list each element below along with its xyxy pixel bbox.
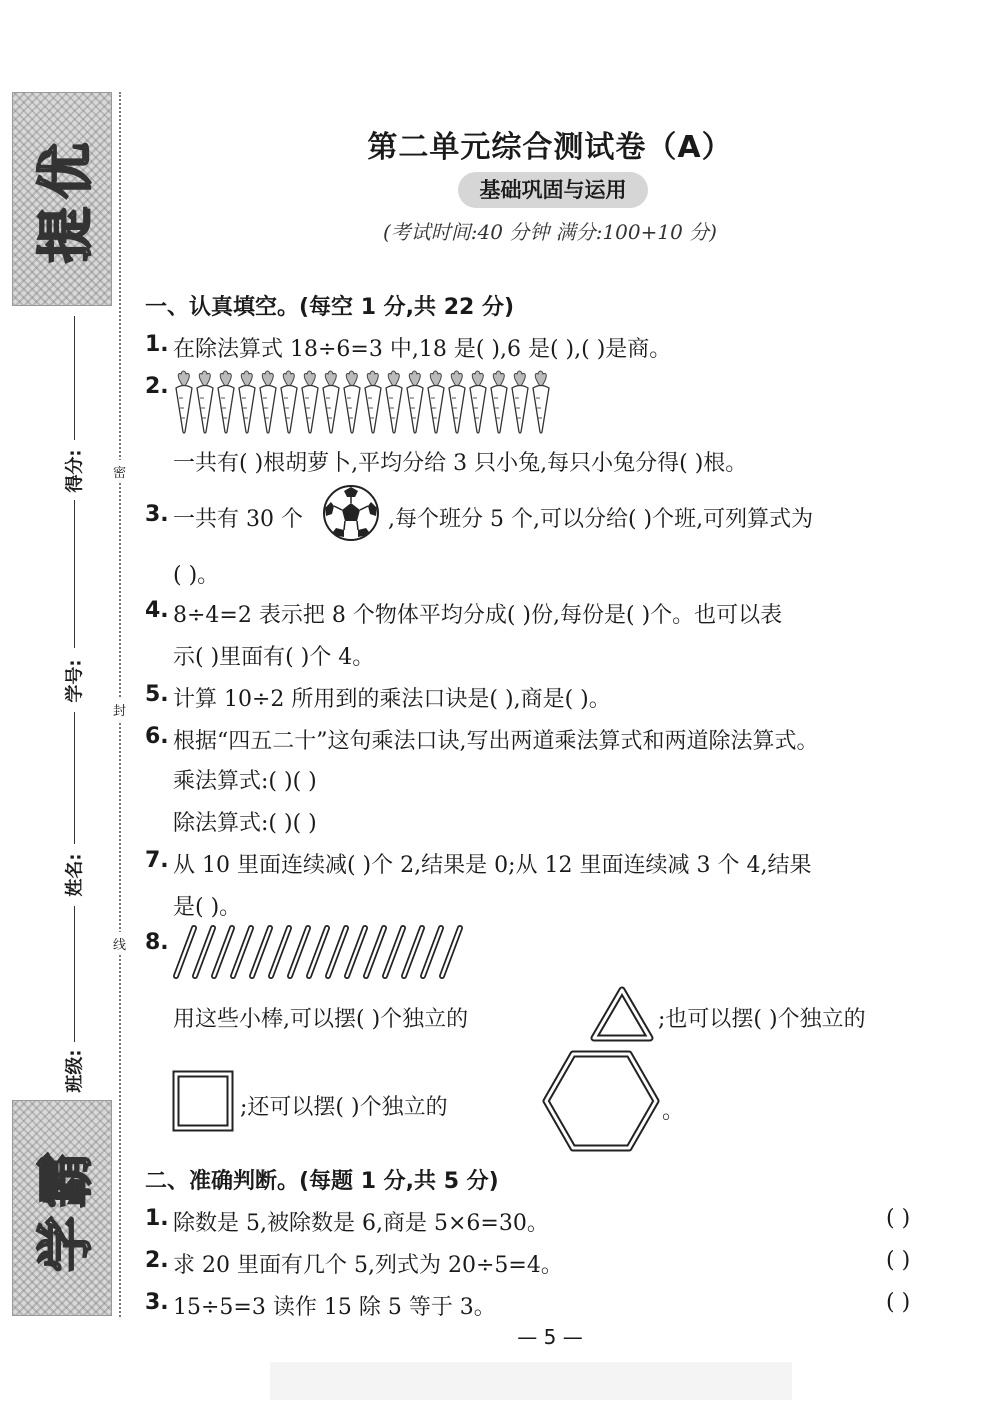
stick-icon xyxy=(385,928,403,976)
side-title-box-bottom xyxy=(12,1100,112,1316)
q8-number: 8. xyxy=(145,930,169,955)
side-word-bottom: 学霸 xyxy=(34,1144,99,1272)
judge-q3-text: 15÷5=3 读作 15 除 5 等于 3。 xyxy=(173,1295,496,1320)
carrots-illustration xyxy=(170,370,550,436)
carrot-icon xyxy=(512,371,528,433)
carrot-icon xyxy=(239,371,255,433)
exam-info: (考试时间:40 分钟 满分:100+10 分) xyxy=(383,220,717,244)
stick-icon xyxy=(347,928,365,976)
carrot-icon xyxy=(365,371,381,433)
stick-icon xyxy=(214,928,232,976)
judge-q2-number: 2. xyxy=(145,1248,169,1273)
number-line xyxy=(74,500,75,648)
triangle-icon xyxy=(590,986,654,1042)
q2-text: 一共有( )根胡萝卜,平均分给 3 只小兔,每只小兔分得( )根。 xyxy=(173,451,748,476)
q5-text: 计算 10÷2 所用到的乘法口诀是( ),商是( )。 xyxy=(173,687,611,712)
score-label: 得分: xyxy=(64,449,86,493)
carrot-icon xyxy=(218,371,234,433)
q3-text-c: ( )。 xyxy=(173,563,220,588)
score-line xyxy=(74,316,75,440)
page-title: 第二单元综合测试卷（A） xyxy=(367,130,733,165)
carrot-icon xyxy=(344,371,360,433)
q7-text-a: 从 10 里面连续减( )个 2,结果是 0;从 12 里面连续减 3 个 4,结果 xyxy=(173,853,812,878)
bottom-bar xyxy=(270,1362,792,1400)
carrot-icon xyxy=(197,371,213,433)
judge-q1-text: 除数是 5,被除数是 6,商是 5×6=30。 xyxy=(173,1211,549,1236)
stick-icon xyxy=(271,928,289,976)
q6-multiplication-line: 乘法算式:( )( ) xyxy=(173,769,317,794)
q3-text-b: ,每个班分 5 个,可以分给( )个班,可列算式为 xyxy=(388,507,814,532)
hexagon-icon xyxy=(542,1050,660,1152)
stick-icon xyxy=(176,928,194,976)
name-label: 姓名: xyxy=(64,853,86,897)
q6-number: 6. xyxy=(145,724,169,749)
soccer-ball-icon xyxy=(322,484,380,542)
carrot-icon xyxy=(323,371,339,433)
judge-q2-text: 求 20 里面有几个 5,列式为 20÷5=4。 xyxy=(173,1253,563,1278)
q3-text-a: 一共有 30 个 xyxy=(173,507,303,532)
q6-division-line: 除法算式:( )( ) xyxy=(173,811,317,836)
judge-q2-answer-paren: ( ) xyxy=(886,1248,911,1273)
seal-char-mi: 密 xyxy=(113,460,126,483)
section2-heading: 二、准确判断。(每题 1 分,共 5 分) xyxy=(145,1169,499,1194)
stick-icon xyxy=(195,928,213,976)
stick-icon xyxy=(328,928,346,976)
carrot-icon xyxy=(470,371,486,433)
stick-icon xyxy=(366,928,384,976)
sticks-illustration xyxy=(170,924,470,982)
carrot-icon xyxy=(260,371,276,433)
class-label: 班级: xyxy=(64,1049,86,1093)
judge-q3-number: 3. xyxy=(145,1290,169,1315)
q6-text: 根据“四五二十”这句乘法口诀,写出两道乘法算式和两道除法算式。 xyxy=(173,729,819,754)
student-number-label: 学号: xyxy=(64,659,86,703)
judge-q1-number: 1. xyxy=(145,1206,169,1231)
q4-text-b: 示( )里面有( )个 4。 xyxy=(173,645,375,670)
stick-icon xyxy=(442,928,460,976)
q8-text-b: ;也可以摆( )个独立的 xyxy=(658,1007,866,1032)
carrot-icon xyxy=(281,371,297,433)
q2-number: 2. xyxy=(145,374,169,399)
q8-text-c: ;还可以摆( )个独立的 xyxy=(240,1095,448,1120)
subtitle-badge: 基础巩固与运用 xyxy=(458,172,648,208)
stick-icon xyxy=(252,928,270,976)
q7-number: 7. xyxy=(145,848,169,873)
stick-icon xyxy=(233,928,251,976)
seal-char-xian: 线 xyxy=(113,932,126,955)
q7-text-b: 是( )。 xyxy=(173,895,242,920)
stick-icon xyxy=(290,928,308,976)
q4-text-a: 8÷4=2 表示把 8 个物体平均分成( )份,每份是( )个。也可以表 xyxy=(173,603,783,628)
carrot-icon xyxy=(302,371,318,433)
carrot-icon xyxy=(386,371,402,433)
class-line xyxy=(74,906,75,1042)
q3-number: 3. xyxy=(145,502,169,527)
side-word-top: 提优 xyxy=(34,135,99,263)
q8-text-a: 用这些小棒,可以摆( )个独立的 xyxy=(173,1007,469,1032)
section1-heading: 一、认真填空。(每空 1 分,共 22 分) xyxy=(145,295,515,320)
carrot-icon xyxy=(533,371,549,433)
carrot-icon xyxy=(407,371,423,433)
q4-number: 4. xyxy=(145,598,169,623)
stick-icon xyxy=(423,928,441,976)
name-line xyxy=(74,712,75,844)
carrot-icon xyxy=(449,371,465,433)
judge-q1-answer-paren: ( ) xyxy=(886,1206,911,1231)
q8-text-d: 。 xyxy=(662,1099,685,1124)
stick-icon xyxy=(404,928,422,976)
judge-q3-answer-paren: ( ) xyxy=(886,1290,911,1315)
carrot-icon xyxy=(176,371,192,433)
q5-number: 5. xyxy=(145,682,169,707)
square-icon xyxy=(172,1070,234,1132)
carrot-icon xyxy=(491,371,507,433)
q1-text: 在除法算式 18÷6=3 中,18 是( ),6 是( ),( )是商。 xyxy=(173,337,672,362)
q1-number: 1. xyxy=(145,332,169,357)
page-number: — 5 — xyxy=(517,1325,583,1349)
stick-icon xyxy=(309,928,327,976)
carrot-icon xyxy=(428,371,444,433)
seal-char-feng: 封 xyxy=(113,698,126,721)
